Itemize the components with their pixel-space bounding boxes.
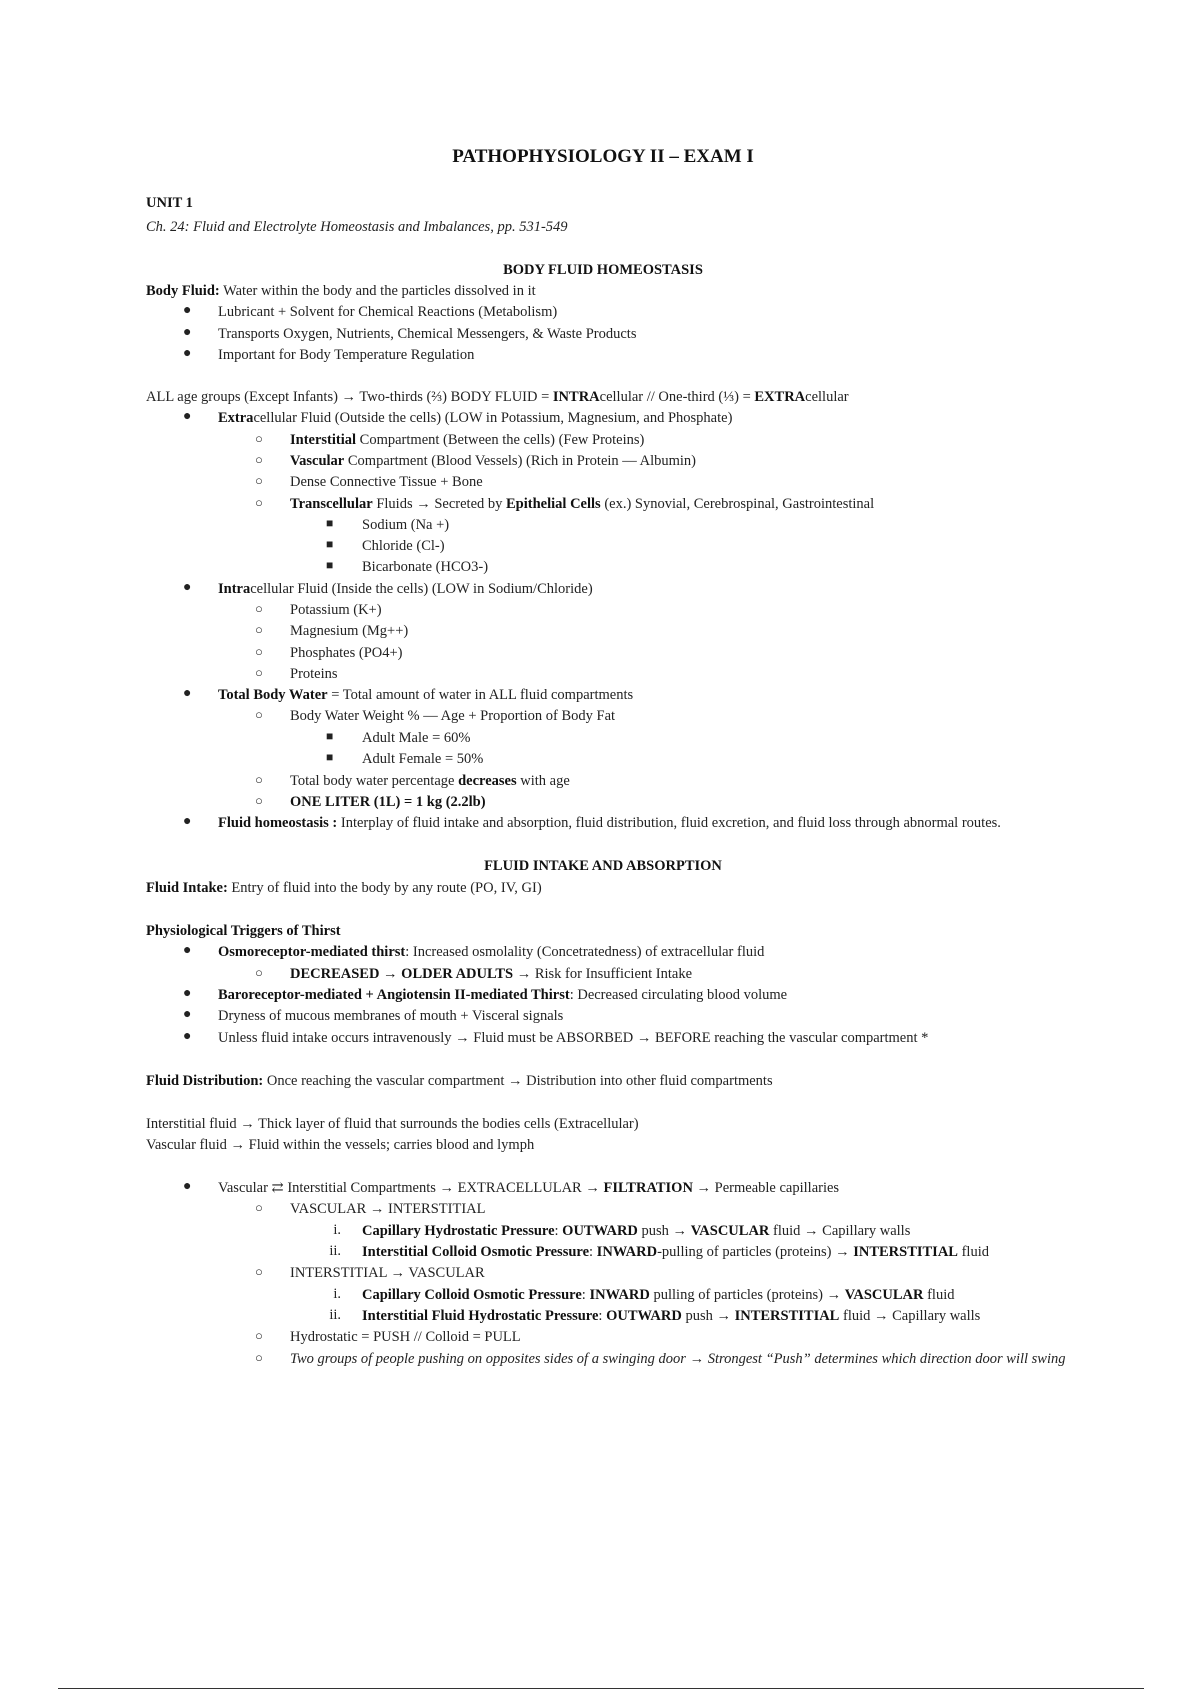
text-segment: Phosphates (PO4+) [290,645,403,661]
text-segment: Adult Male = 60% [362,730,471,746]
text-segment: Osmoreceptor-mediated thirst [218,944,406,960]
bullet-square: ■ [326,729,334,743]
text-segment: Magnesium (Mg++) [290,623,409,639]
text-segment: Dense Connective Tissue + Bone [290,474,483,490]
text-segment: Water within the body and the particles dissolved in it [219,283,536,299]
text-segment: Vascular fluid → Fluid within the vessels; carries blood and lymph [146,1137,535,1153]
bullet-circle: ○ [255,644,263,659]
bullet-disc: ● [183,325,192,340]
text-segment: Lubricant + Solvent for Chemical Reactions (Metabolism) [218,304,558,320]
text-segment: Fluid Intake: [146,880,228,896]
list-item [218,409,732,427]
text-segment: INTERSTITIAL → VASCULAR [290,1265,485,1281]
text-segment: fluid → Capillary walls [839,1308,981,1324]
text-segment: DECREASED → OLDER ADULTS [290,966,514,982]
bullet-circle: ○ [255,1200,263,1215]
list-item [290,452,696,470]
text-segment: Interstitial [290,432,357,448]
list-item [218,1007,563,1025]
definition-body-fluid [146,282,536,300]
definition-fluid-intake [146,879,542,897]
subheading-thirst-triggers [146,922,341,940]
document-page [146,0,1106,1700]
text-segment: → Risk for Insufficient Intake [513,966,693,982]
text-segment: ALL age groups (Except Infants) → Two-thirds (⅔) BODY FLUID = [146,389,553,405]
list-item [290,473,483,491]
bullet-disc: ● [183,1179,192,1194]
text-segment: fluid → Capillary walls [769,1223,911,1239]
text-segment: OUTWARD [562,1223,638,1239]
roman-numeral-marker: ii. [329,1307,341,1323]
list-item [362,558,488,576]
text-segment: Extra [218,410,254,426]
text-segment: (ex.) Synovial, Cerebrospinal, Gastrointestinal [600,496,875,512]
list-item [362,537,445,555]
text-segment: OUTWARD [606,1308,682,1324]
text-segment: Adult Female = 50% [362,751,484,767]
text-segment: Sodium (Na +) [362,517,450,533]
text-segment: Transports Oxygen, Nutrients, Chemical Messengers, & Waste Products [218,326,637,342]
list-item [218,346,474,364]
list-item [218,1179,839,1197]
bullet-circle: ○ [255,431,263,446]
list-item [218,986,787,1004]
text-segment: Important for Body Temperature Regulation [218,347,475,363]
list-item [218,686,633,704]
text-segment: Total Body Water [218,687,328,703]
text-segment: Vascular ⇄ Interstitial Compartments → EXTRACELLULAR → [218,1180,604,1196]
unit-label: UNIT 1 [146,195,193,211]
bullet-circle: ○ [255,965,263,980]
bullet-disc: ● [183,986,192,1001]
list-item [362,1307,980,1325]
text-segment: Intra [218,581,251,597]
list-item [362,1243,989,1261]
text-segment: → Permeable capillaries [692,1180,840,1196]
list-item [290,707,615,725]
bullet-square: ■ [326,537,334,551]
list-item [290,622,408,640]
list-item [362,729,470,747]
text-segment: : Increased osmolality (Concetratedness) of extracellular fluid [405,944,765,960]
text-segment: fluid [957,1244,989,1260]
text-segment: Once reaching the vascular compartment → Distribution into other fluid compartments [263,1073,773,1089]
text-segment: Fluid homeostasis : [218,815,338,831]
text-segment: Capillary Hydrostatic Pressure [362,1223,555,1239]
text-segment: pulling of particles (proteins) → [649,1287,845,1303]
text-segment: Compartment (Between the cells) (Few Proteins) [356,432,645,448]
text-segment: Epithelial Cells [506,496,601,512]
list-item [290,1264,485,1282]
list-item [218,1029,928,1047]
list-item [290,793,486,811]
bullet-circle: ○ [255,601,263,616]
text-segment: push → [681,1308,735,1324]
bullet-disc: ● [183,580,192,595]
text-segment: EXTRA [754,389,806,405]
bullet-square: ■ [326,750,334,764]
bullet-square: ■ [326,558,334,572]
bullet-square: ■ [326,516,334,530]
text-segment: Interstitial Colloid Osmotic Pressure [362,1244,590,1260]
text-segment: Unless fluid intake occurs intravenously → Fluid must be ABSORBED → BEFORE reaching the vascular compartment * [218,1030,929,1046]
text-segment: : [589,1244,597,1260]
text-segment: FILTRATION [603,1180,693,1196]
definition-interstitial-fluid [146,1115,639,1133]
text-segment: Vascular [290,453,345,469]
text-segment: decreases [458,773,517,789]
text-segment: Physiological Triggers of Thirst [146,923,341,939]
text-segment: : [598,1308,607,1324]
list-item [362,1286,954,1304]
text-segment: Body Fluid: [146,283,220,299]
list-item [290,965,692,983]
text-segment: with age [516,773,570,789]
text-segment: Two groups of people pushing on opposites sides of a swinging door → Strongest “Push” determines which direction door will swing [290,1351,1066,1367]
text-segment: fluid [923,1287,955,1303]
text-segment: VASCULAR → INTERSTITIAL [290,1201,486,1217]
list-item [290,1200,485,1218]
text-segment: : Decreased circulating blood volume [569,987,788,1003]
text-segment: : [554,1223,563,1239]
bullet-circle: ○ [255,1328,263,1343]
text-segment: INTRA [552,389,600,405]
fluid-distribution-ratio [146,388,849,406]
list-item [290,601,382,619]
text-segment: Interstitial Fluid Hydrostatic Pressure [362,1308,599,1324]
bullet-circle: ○ [255,452,263,467]
list-item [290,644,403,662]
list-item [218,943,764,961]
text-segment: Chloride (Cl-) [362,538,445,554]
text-segment: Dryness of mucous membranes of mouth + Visceral signals [218,1008,564,1024]
list-item [218,580,593,598]
definition-vascular-fluid [146,1136,534,1154]
text-segment: INWARD [596,1244,658,1260]
list-item [290,772,570,790]
roman-numeral-marker: i. [333,1286,341,1302]
roman-numeral-marker: i. [333,1222,341,1238]
text-segment: -pulling of particles (proteins) → [657,1244,854,1260]
text-segment: cellular // One-third (⅓) = [599,389,755,405]
text-segment: : [581,1287,590,1303]
list-item [290,431,644,449]
bullet-circle: ○ [255,793,263,808]
bullet-circle: ○ [255,622,263,637]
text-segment: INTERSTITIAL [734,1308,840,1324]
list-item [218,814,1001,832]
roman-numeral-marker: ii. [329,1243,341,1259]
definition-fluid-distribution [146,1072,773,1090]
list-item [290,665,338,683]
text-segment: INWARD [589,1287,650,1303]
text-segment: INTERSTITIAL [853,1244,958,1260]
section-heading-fluid-intake: FLUID INTAKE AND ABSORPTION [484,858,722,874]
text-segment: cellular [805,389,849,405]
bullet-circle: ○ [255,495,263,510]
list-item [218,303,557,321]
text-segment: Fluid Distribution: [146,1073,264,1089]
list-item [290,495,874,513]
text-segment: Capillary Colloid Osmotic Pressure [362,1287,582,1303]
text-segment: Bicarbonate (HCO3-) [362,559,489,575]
text-segment: Hydrostatic = PUSH // Colloid = PULL [290,1329,521,1345]
text-segment: Interstitial fluid → Thick layer of fluid that surrounds the bodies cells (Extracellular) [146,1116,639,1132]
bullet-disc: ● [183,1029,192,1044]
text-segment: Fluids → Secreted by [372,496,507,512]
footer-divider [58,1688,1144,1689]
list-item [362,1222,910,1240]
text-segment: VASCULAR [690,1223,770,1239]
bullet-circle: ○ [255,772,263,787]
bullet-disc: ● [183,943,192,958]
bullet-disc: ● [183,409,192,424]
text-segment: Interplay of fluid intake and absorption, fluid distribution, fluid excretion, and fluid loss through abnormal routes. [337,815,1001,831]
text-segment: Baroreceptor-mediated + Angiotensin II-mediated Thirst [218,987,570,1003]
list-item-analogy [290,1350,1080,1368]
bullet-circle: ○ [255,665,263,680]
list-item [362,750,483,768]
text-segment: Entry of fluid into the body by any route (PO, IV, GI) [227,880,542,896]
text-segment: Potassium (K+) [290,602,382,618]
list-item [290,1328,521,1346]
text-segment: Compartment (Blood Vessels) (Rich in Protein — Albumin) [344,453,696,469]
bullet-disc: ● [183,1007,192,1022]
text-segment: cellular Fluid (Inside the cells) (LOW in Sodium/Chloride) [250,581,593,597]
bullet-disc: ● [183,686,192,701]
bullet-disc: ● [183,303,192,318]
list-item [218,325,636,343]
text-segment: Proteins [290,666,338,682]
text-segment: cellular Fluid (Outside the cells) (LOW in Potassium, Magnesium, and Phosphate) [253,410,733,426]
text-segment: ONE LITER (1L) = 1 kg (2.2lb) [290,794,486,810]
text-segment: Body Water Weight % — Age + Proportion of Body Fat [290,708,616,724]
document-title: PATHOPHYSIOLOGY II – EXAM I [452,146,754,167]
bullet-circle: ○ [255,473,263,488]
text-segment: = Total amount of water in ALL fluid compartments [327,687,634,703]
bullet-circle: ○ [255,1264,263,1279]
list-item [362,516,449,534]
bullet-disc: ● [183,814,192,829]
chapter-reference: Ch. 24: Fluid and Electrolyte Homeostasis and Imbalances, pp. 531-549 [146,219,568,235]
text-segment: Total body water percentage [290,773,459,789]
bullet-disc: ● [183,346,192,361]
text-segment: push → [637,1223,691,1239]
text-segment: Transcellular [290,496,373,512]
bullet-circle: ○ [255,707,263,722]
bullet-circle: ○ [255,1350,263,1365]
text-segment: VASCULAR [844,1287,924,1303]
section-heading-body-fluid: BODY FLUID HOMEOSTASIS [503,262,703,278]
